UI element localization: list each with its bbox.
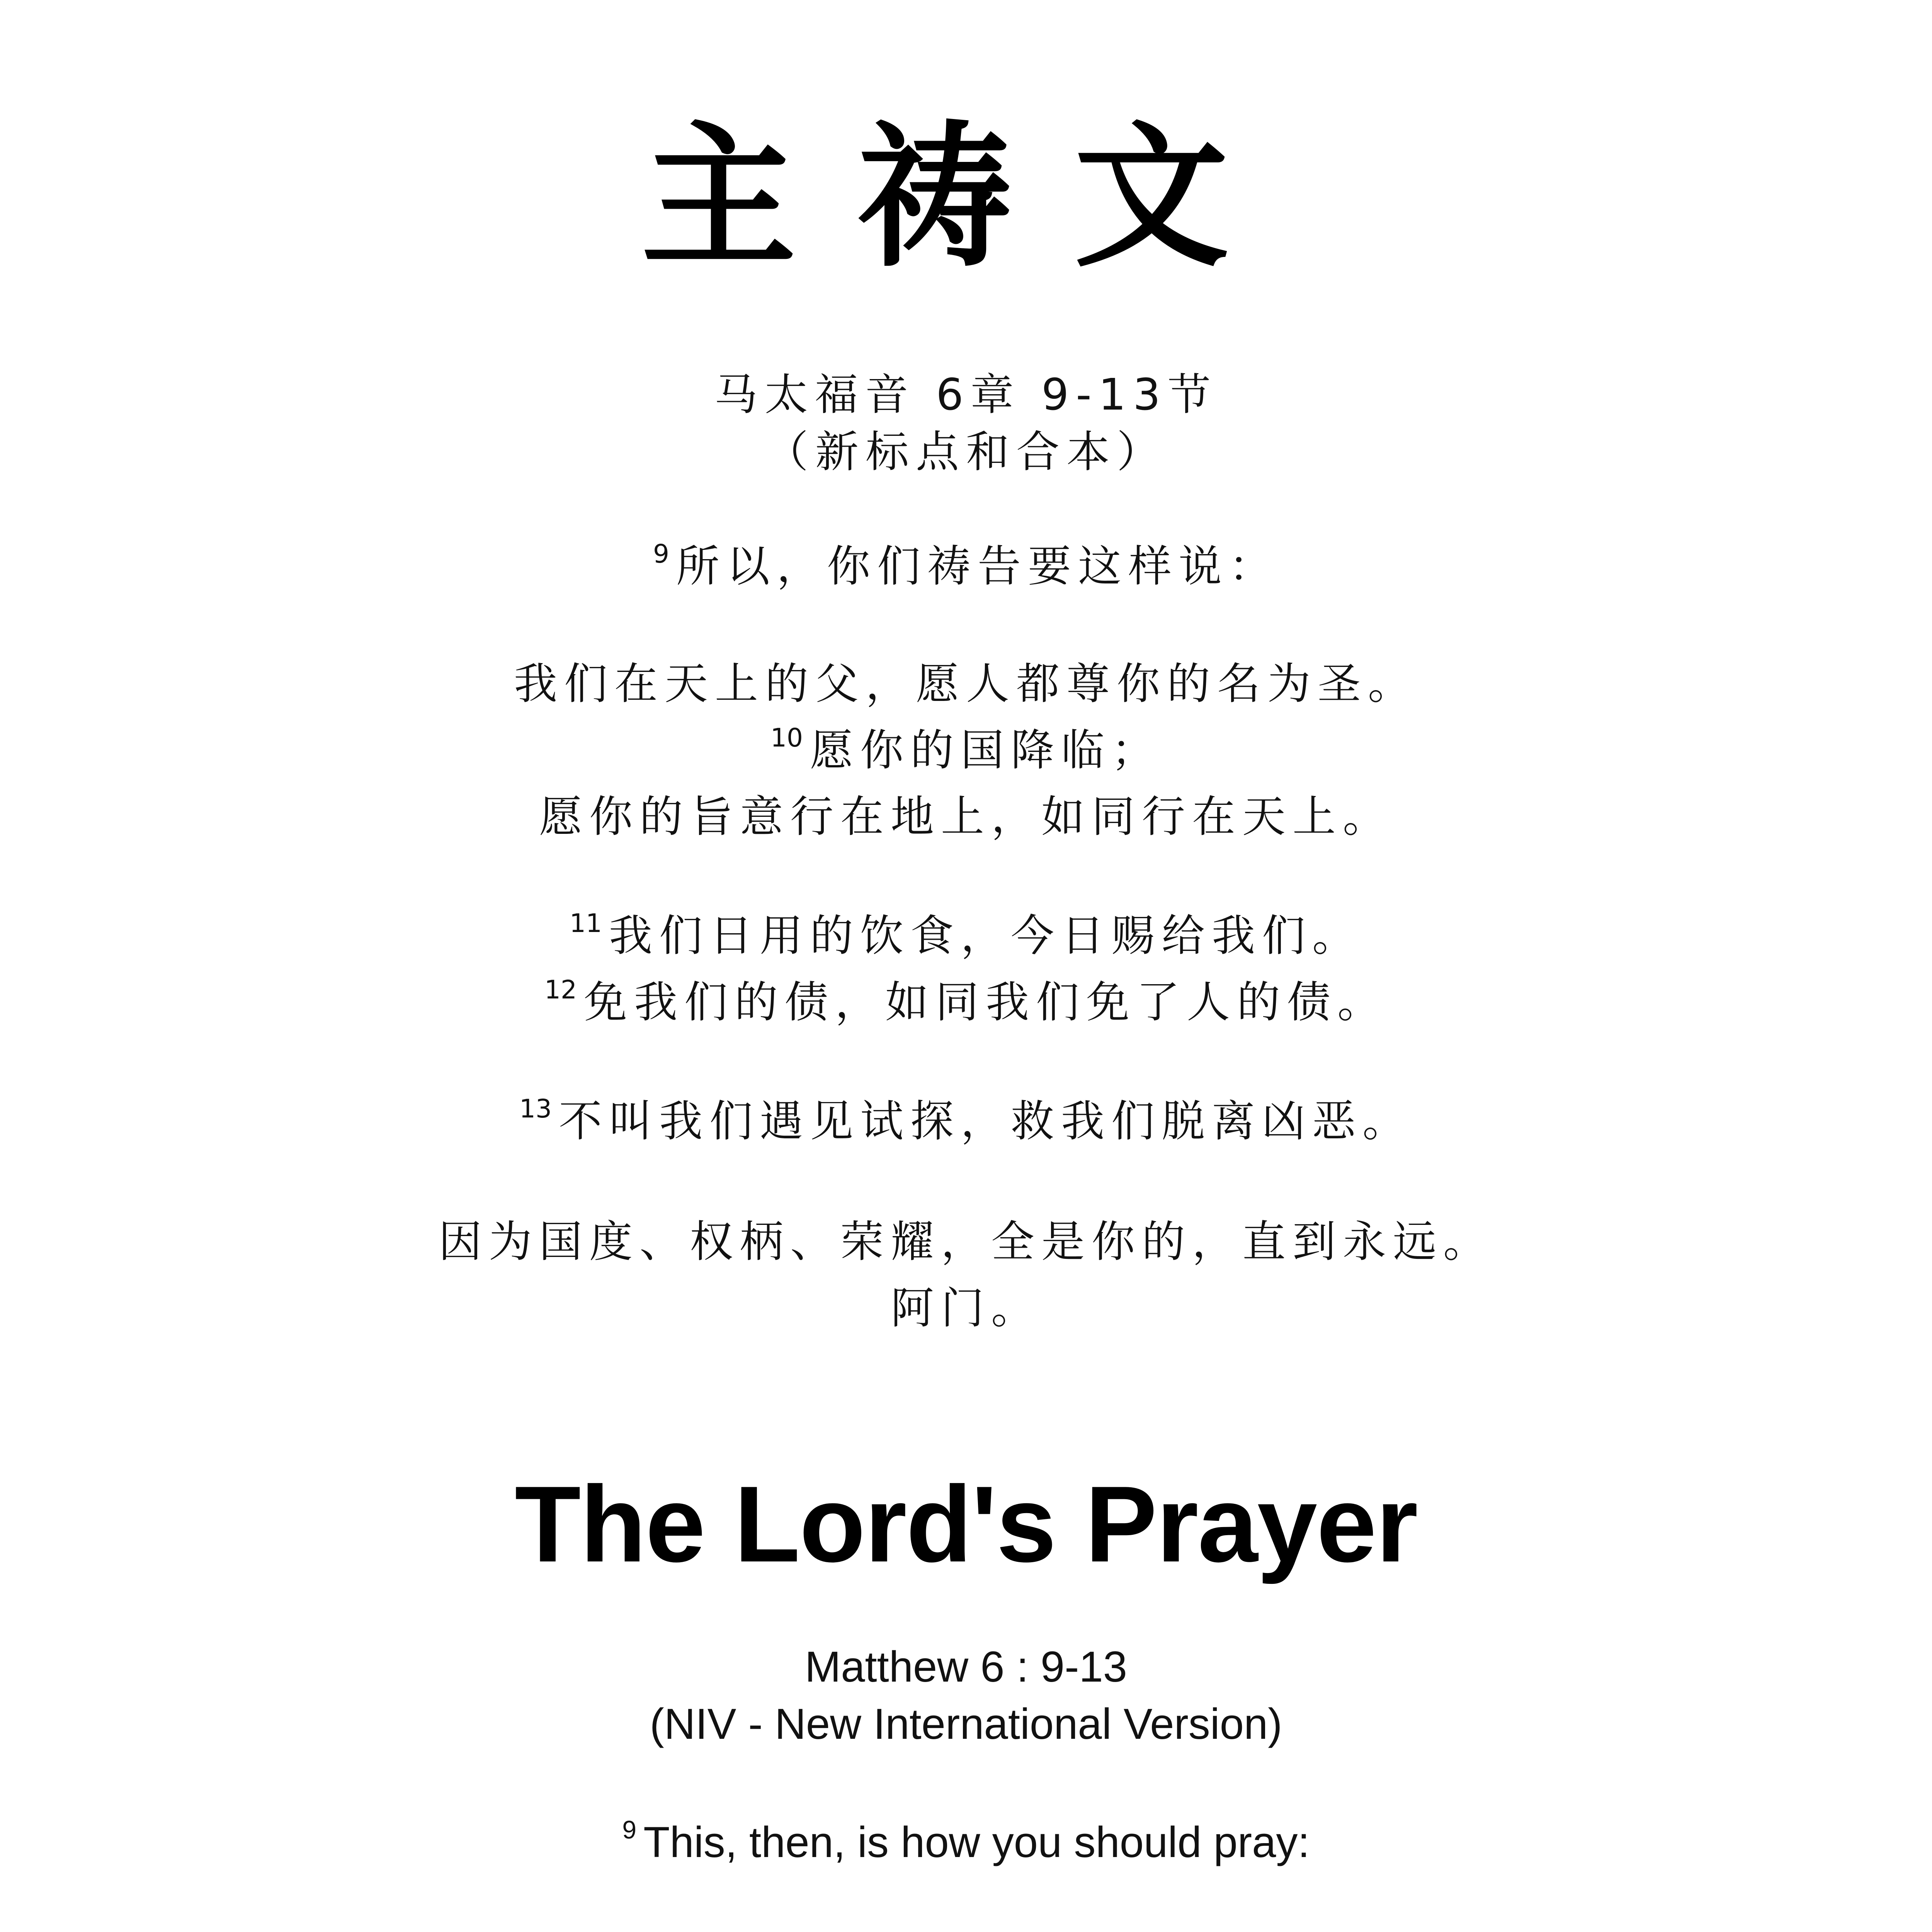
amen-line: 阿门。	[891, 1283, 1041, 1333]
english-intro	[0, 1808, 1932, 1876]
verse-line	[0, 717, 1932, 784]
verse-text: 愿你的旨意行在地上，如同行在天上。	[539, 792, 1393, 842]
verse-text: 免我们的债，如同我们免了人的债。	[583, 977, 1388, 1027]
verse-text: 我们日用的饮食，今日赐给我们。	[609, 911, 1362, 961]
chinese-intro	[0, 533, 1932, 600]
verse-number: 10	[770, 723, 803, 753]
doxology-line: 因为国度、权柄、荣耀，全是你的，直到永远。	[439, 1217, 1493, 1267]
verse-line	[0, 1088, 1932, 1155]
verse-number: 9	[622, 1815, 637, 1844]
verse-number: 13	[519, 1094, 552, 1124]
verse-text: 愿你的国降临；	[810, 725, 1162, 776]
verse-text: 我们在天上的父，愿人都尊你的名为圣。	[514, 659, 1418, 709]
verse-number: 12	[544, 975, 577, 1005]
chinese-version: （新标点和合本）	[765, 427, 1167, 477]
english-reference: Matthew 6 : 9-13	[804, 1643, 1128, 1691]
chinese-stanza-2	[0, 903, 1932, 1036]
verse-line	[0, 903, 1932, 969]
verse-text: This, then, is how you should pray:	[643, 1818, 1310, 1866]
chinese-doxology	[0, 1209, 1932, 1342]
verse-line	[0, 1808, 1932, 1876]
verse-line	[0, 784, 1932, 850]
verse-line	[0, 533, 1932, 600]
verse-number: 11	[570, 908, 602, 938]
chinese-reference-block	[0, 366, 1932, 481]
verse-text: 所以，你们祷告要这样说：	[676, 541, 1279, 592]
chinese-title: 主祷文	[641, 106, 1291, 288]
english-version: (NIV - New International Version)	[650, 1700, 1282, 1748]
chinese-reference: 马太福音 6章 9-13节	[714, 370, 1218, 420]
verse-line	[0, 651, 1932, 717]
verse-line	[0, 969, 1932, 1036]
chinese-stanza-1	[0, 651, 1932, 850]
english-reference-block	[0, 1638, 1932, 1753]
verse-text: 不叫我们遇见试探，救我们脱离凶恶。	[558, 1096, 1413, 1146]
english-title: The Lord's Prayer	[515, 1464, 1417, 1585]
chinese-stanza-3	[0, 1088, 1932, 1155]
verse-number: 9	[653, 539, 669, 569]
